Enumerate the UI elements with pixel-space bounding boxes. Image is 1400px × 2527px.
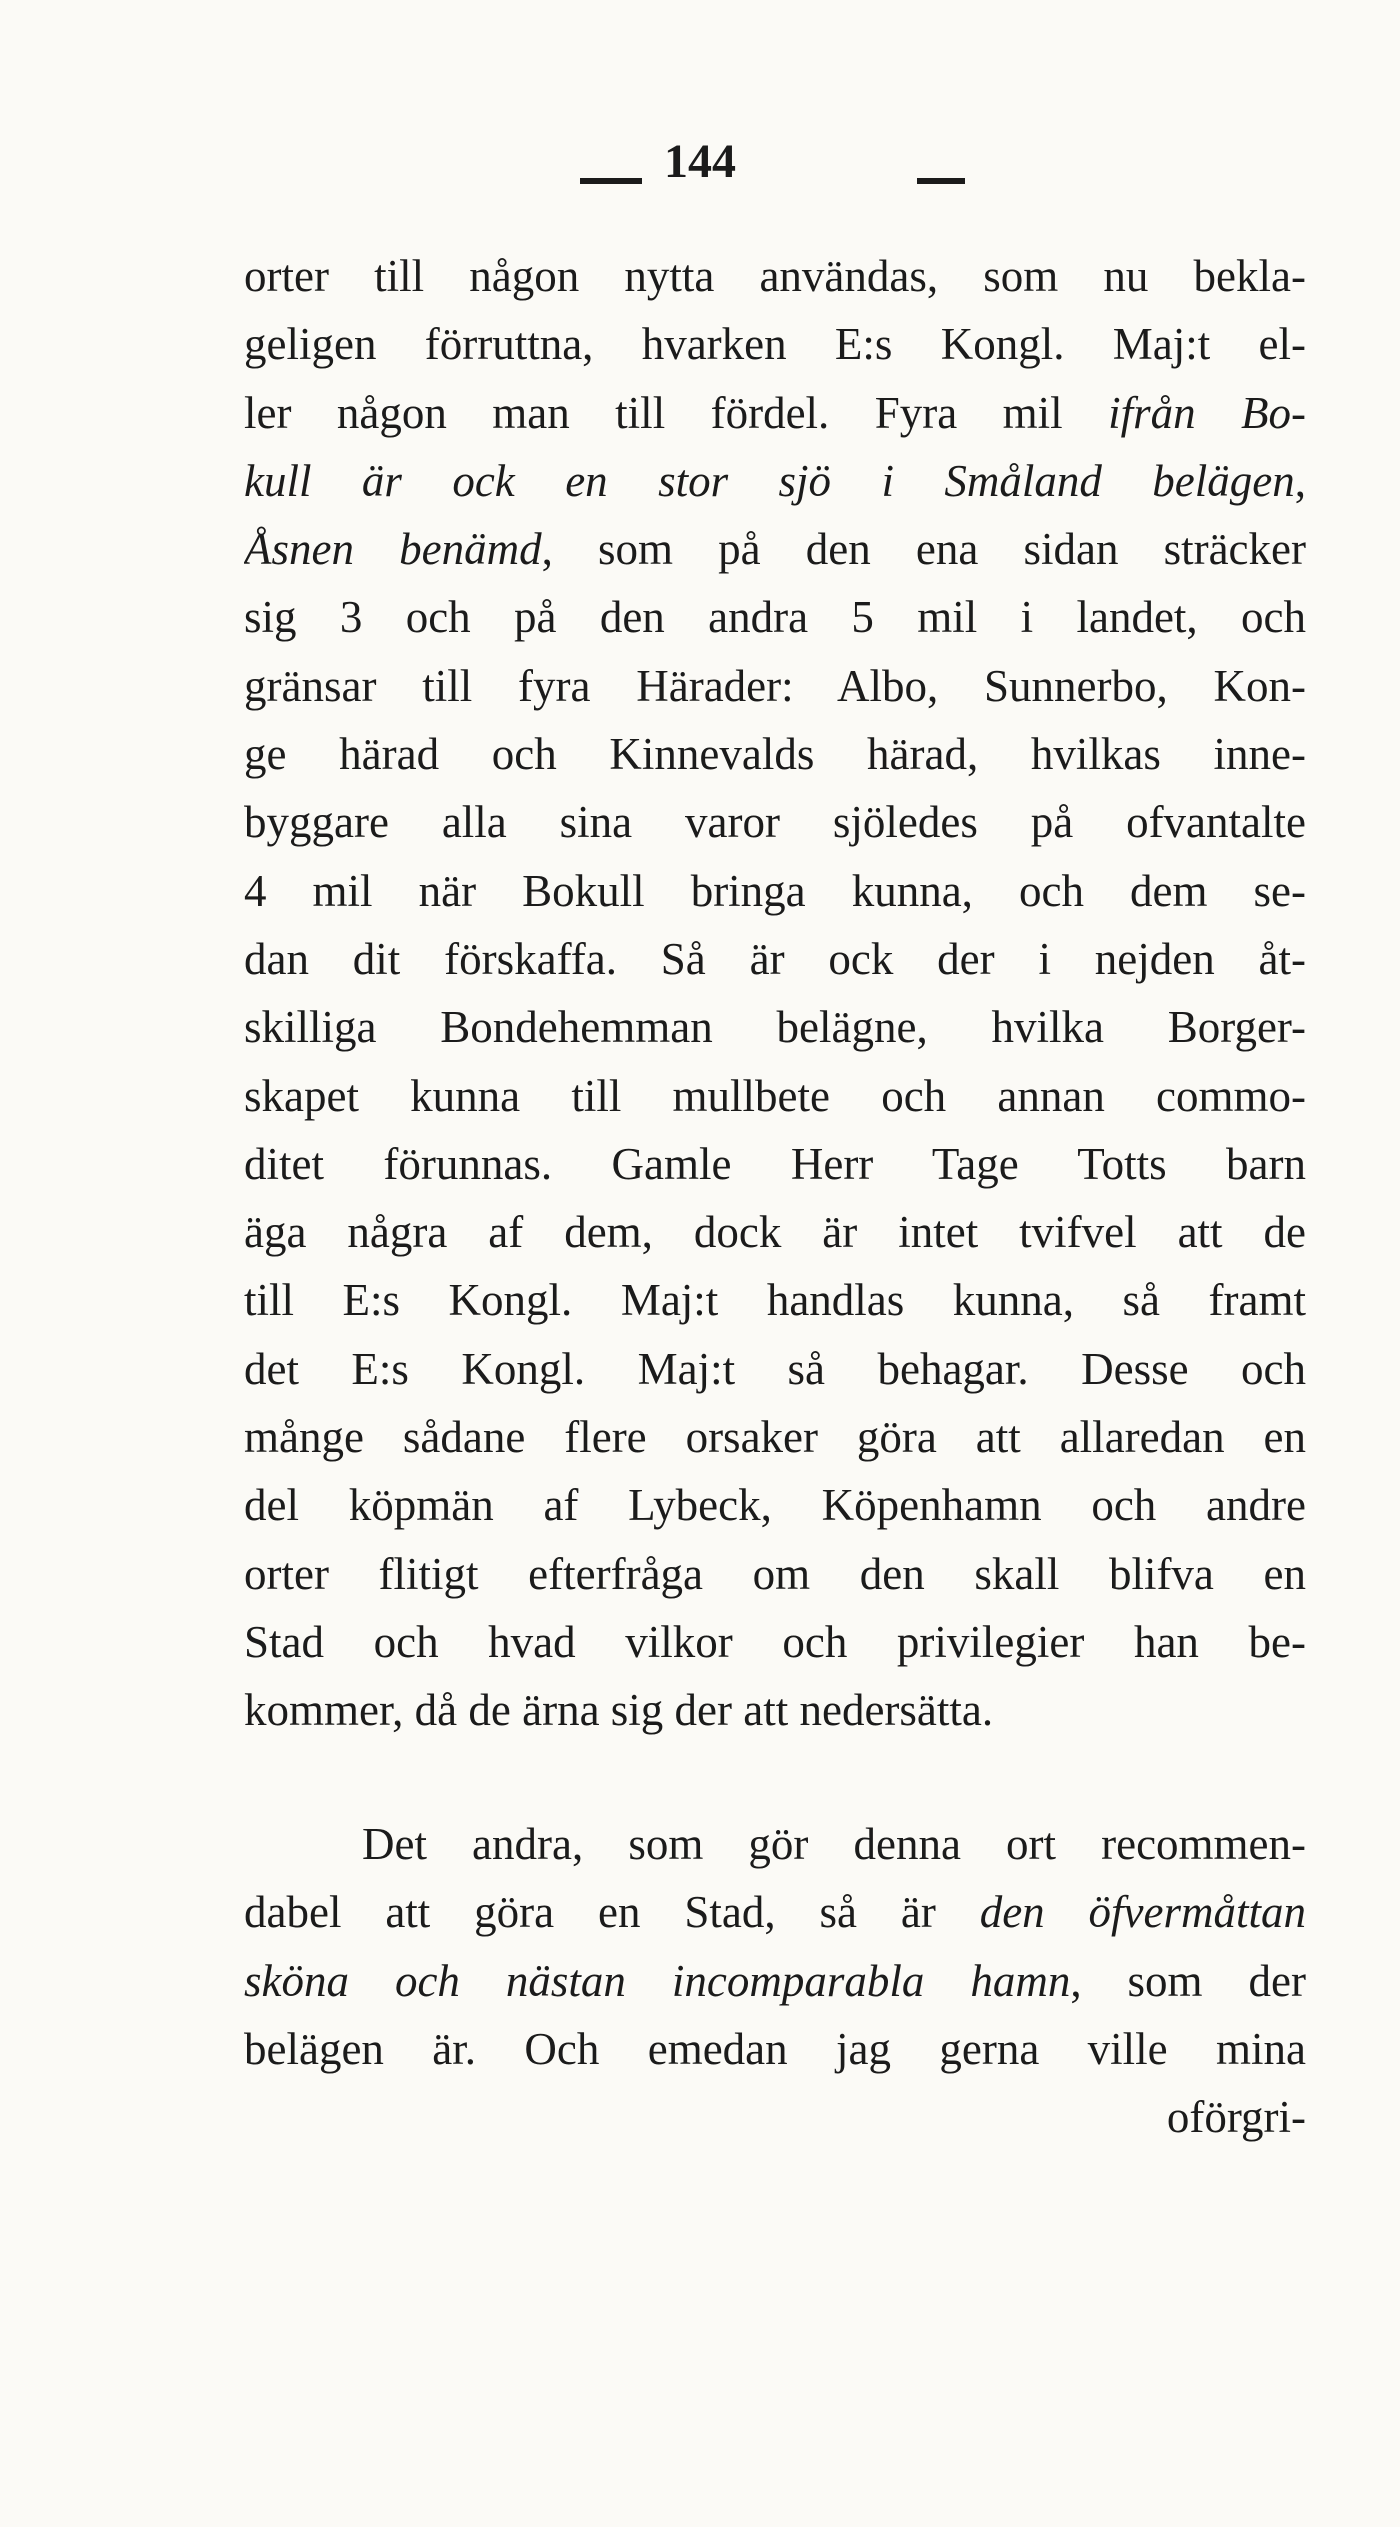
text-line: sig 3 och på den andra 5 mil i landet, och <box>244 592 1306 643</box>
text-line: belägen är. Och emedan jag gerna ville mina <box>244 2023 1306 2074</box>
text-line: ge härad och Kinnevalds härad, hvilkas inne- <box>244 729 1306 780</box>
italic-phrase: sköna och nästan incomparabla hamn <box>244 1955 1071 2006</box>
catchword: oförgri- <box>1166 2092 1306 2143</box>
text-line: skilliga Bondehemman belägne, hvilka Borger- <box>244 1002 1306 1053</box>
text-line: kommer, då de ärna sig der att nedersätta. <box>244 1685 994 1736</box>
page-header <box>0 132 1400 192</box>
text-line: geligen förruttna, hvarken E:s Kongl. Maj:t el- <box>244 319 1306 370</box>
text-line: byggare alla sina varor sjöledes på ofvantalte <box>244 797 1306 848</box>
page-number: 144 <box>664 135 736 188</box>
italic-phrase: ifrån Bo- <box>1108 387 1306 438</box>
paragraph-2 <box>244 1810 1306 2151</box>
text-line: Det andra, som gör denna ort recommen- <box>362 1819 1306 1869</box>
text-line: ditet förunnas. Gamle Herr Tage Totts barn <box>244 1138 1306 1189</box>
text-line: dabel att göra en Stad, så är den öfvermåttan <box>244 1887 1306 1938</box>
text-line: till E:s Kongl. Maj:t handlas kunna, så framt <box>244 1275 1306 1326</box>
text-line: orter flitigt efterfråga om den skall blifva en <box>244 1548 1306 1599</box>
text-line: orter till någon nytta användas, som nu bekla- <box>244 251 1306 301</box>
text-line: äga några af dem, dock är intet tvifvel att de <box>244 1207 1306 1258</box>
italic-phrase: den öfvermåttan <box>979 1887 1306 1938</box>
header-rule-right <box>917 178 965 184</box>
text-line: gränsar till fyra Härader: Albo, Sunnerbo, Kon- <box>244 660 1306 711</box>
text-line: Stad och hvad vilkor och privilegier han be- <box>244 1616 1306 1667</box>
text-line: 4 mil när Bokull bringa kunna, och dem se- <box>244 865 1306 916</box>
text-line: del köpmän af Lybeck, Köpenhamn och andre <box>244 1480 1306 1531</box>
italic-phrase: kull är ock en stor sjö i Småland belägen <box>244 455 1295 506</box>
text-line: det E:s Kongl. Maj:t så behagar. Desse och <box>244 1343 1306 1394</box>
text-line: Åsnen benämd, som på den ena sidan sträcker <box>244 524 1306 575</box>
text-line: ler någon man till fördel. Fyra mil ifrån Bo- <box>244 387 1306 438</box>
italic-phrase: Åsnen benämd <box>244 524 542 575</box>
text-line: månge sådane flere orsaker göra att allaredan en <box>244 1412 1306 1463</box>
text-line: dan dit förskaffa. Så är ock der i nejden åt- <box>244 933 1306 984</box>
text-line: kull är ock en stor sjö i Småland belägen, <box>244 455 1306 506</box>
paragraph-1 <box>244 242 1306 1745</box>
text-line: sköna och nästan incomparabla hamn, som der <box>244 1955 1306 2006</box>
text-line: skapet kunna till mullbete och annan commo- <box>244 1070 1306 1121</box>
